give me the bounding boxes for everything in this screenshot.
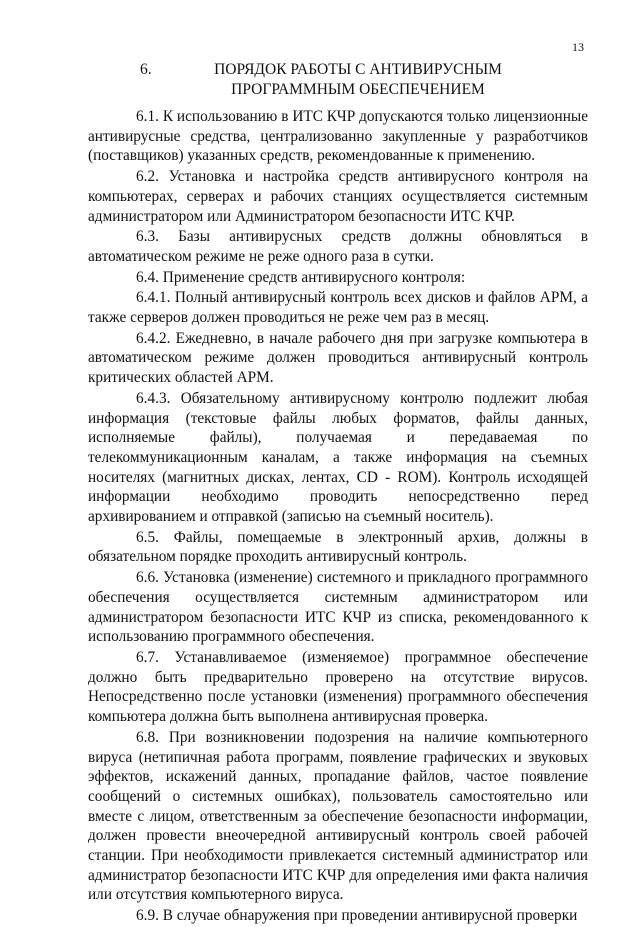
paragraph-6-2: 6.2. Установка и настройка средств антивирусного контроля на компьютерах, серверах и рабочих станциях осуществляется системным администратором или Администратором безопасности ИТС КЧР. xyxy=(88,168,588,225)
document-body xyxy=(88,107,588,927)
paragraph-6-4-2: 6.4.2. Ежедневно, в начале рабочего дня при загрузке компьютера в автоматическом режиме должен проводиться антивирусный контроль критических областей АРМ. xyxy=(88,329,588,387)
section-number: 6. xyxy=(140,61,152,78)
paragraph-6-5: 6.5. Файлы, помещаемые в электронный архив, должны в обязательном порядке проходить антивирусный контроль. xyxy=(88,528,588,566)
page-number: 13 xyxy=(572,40,584,54)
section-heading xyxy=(88,60,588,100)
paragraph-6-7: 6.7. Устанавливаемое (изменяемое) программное обеспечение должно быть предварительно проверено на отсутствие вирусов. Непосредственно после установки (изменения) программного обеспечения компьютера должна быть выполнена антивирусная проверка. xyxy=(88,648,588,726)
paragraph-6-9: 6.9. В случае обнаружения при проведении антивирусной проверки xyxy=(136,907,578,925)
paragraph-6-4-3: 6.4.3. Обязательному антивирусному контролю подлежит любая информация (текстовые файлы любых форматов, файлы данных, исполняемые файлы), получаемая и передаваемая по телекоммуникационным каналам, а также информация на съемных носителях (магнитных дисках, лентах, CD - ROM). Контроль исходящей информации необходимо проводить непосредственно перед архивированием и отправкой (записью на съемный носитель). xyxy=(88,389,588,526)
paragraph-6-6: 6.6. Установка (изменение) системного и прикладного программного обеспечения осуществляется системным администратором или администратором безопасности ИТС КЧР из списка, рекомендованного к использованию программного обеспечения. xyxy=(88,569,588,646)
paragraph-6-4-1: 6.4.1. Полный антивирусный контроль всех дисков и файлов АРМ, а также серверов должен проводиться не реже чем раз в месяц. xyxy=(88,289,588,327)
section-title: ПОРЯДОК РАБОТЫ С АНТИВИРУСНЫМ ПРОГРАММНЫМ ОБЕСПЕЧЕНИЕМ xyxy=(214,61,502,98)
paragraph-6-4: 6.4. Применение средств антивирусного контроля: xyxy=(136,268,466,286)
paragraph-6-8: 6.8. При возникновении подозрения на наличие компьютерного вируса (нетипичная работа программ, появление графических и звуковых эффектов, искажений данных, пропадание файлов, частое появление сообщений о системных ошибках), пользователь самостоятельно или вместе с лицом, ответственным за обеспечение безопасности информации, должен провести внеочередной антивирусный контроль своей рабочей станции. При необходимости привлекается системный администратор или администратор безопасности ИТС КЧР для определения ими факта наличия или отсутствия компьютерного вируса. xyxy=(88,728,588,904)
paragraph-6-3: 6.3. Базы антивирусных средств должны обновляться в автоматическом режиме не реже одного раза в сутки. xyxy=(88,228,588,265)
paragraph-6-1: 6.1. К использованию в ИТС КЧР допускаются только лицензионные антивирусные средства, централизованно закупленные у разработчиков (поставщиков) указанных средств, рекомендованные к применению. xyxy=(88,108,588,165)
